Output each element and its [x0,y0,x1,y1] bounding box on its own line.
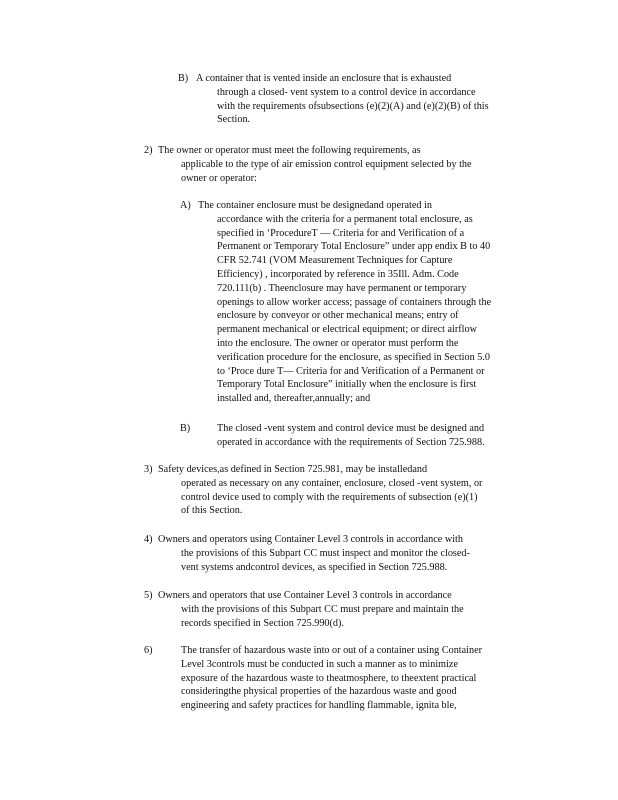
paragraph-line: through a closed- vent system to a control device in accordance [217,86,476,98]
paragraph-line: specified in ‘ProcedureT — Criteria for and Verification of a [217,227,465,239]
paragraph-line: operated as necessary on any container, enclosure, closed -vent system, or [181,477,483,489]
paragraph-2-requirements [144,144,530,185]
paragraph-line: to ‘Proce dure T— Criteria for and Verification of a Permanent or [217,365,485,377]
paragraph-first-line: The container enclosure must be designedand operated in [198,200,432,211]
paragraph-6-transfer [144,644,530,713]
paragraph-marker: A) [180,200,191,211]
paragraph-first-line: A container that is vented inside an enclosure that is exhausted [196,73,452,84]
paragraph-2b-closed-vent-system [180,422,530,450]
paragraph-line: with the requirements ofsubsections (e)(2)(A) and (e)(2)(B) of this [217,100,489,112]
paragraph-line: permanent mechanical or electrical equipment; or direct airflow [217,324,477,336]
paragraph-line: of this Section. [181,505,243,517]
paragraph-line: records specified in Section 725.990(d). [181,617,344,629]
paragraph-line: into the enclosure. The owner or operator must perform the [217,337,459,349]
paragraph-line: with the provisions of this Subpart CC must prepare and maintain the [181,603,464,615]
paragraph-line: accordance with the criteria for a permanent total enclosure, as [217,213,473,225]
paragraph-5-records [144,589,516,630]
paragraph-marker: B) [180,423,191,434]
paragraph-marker: 6) [144,645,153,656]
paragraph-line: Section. [217,114,251,126]
paragraph-line: enclosure by conveyor or other mechanical means; entry of [217,310,459,322]
paragraph-line: applicable to the type of air emission control equipment selected by the [181,158,472,170]
paragraph-marker: B) [178,73,189,84]
paragraph-first-line: The owner or operator must meet the following requirements, as [158,145,421,156]
paragraph-line: the provisions of this Subpart CC must inspect and monitor the closed- [181,547,470,559]
paragraph-first-line: Owners and operators that use Container Level 3 controls in accordance [158,590,452,601]
paragraph-4-inspect-monitor [144,533,518,574]
paragraph-line: operated in accordance with the requirements of Section 725.988. [217,436,485,448]
paragraph-line: consideringthe physical properties of the hazardous waste and good [181,686,457,698]
paragraph-line: openings to allow worker access; passage of containers through the [217,296,492,308]
paragraph-line: CFR 52.741 (VOM Measurement Techniques for Capture [217,255,453,267]
paragraph-b-vented-enclosure [178,72,540,127]
paragraph-line: installed and, thereafter,annually; and [217,393,371,405]
paragraph-line: engineering and safety practices for handling flammable, ignita ble, [181,700,457,712]
paragraph-first-line: Safety devices,as defined in Section 725.981, may be installedand [158,464,428,475]
paragraph-marker: 5) [144,590,153,601]
paragraph-2a-container-enclosure [180,199,542,406]
paragraph-line: verification procedure for the enclosure, as specified in Section 5.0 [217,351,490,363]
paragraph-line: Level 3controls must be conducted in such a manner as to minimize [181,658,458,670]
paragraph-line: owner or operator: [181,172,257,184]
paragraph-line: The transfer of hazardous waste into or out of a container using Container [181,645,482,656]
paragraph-first-line: The closed -vent system and control device must be designed and [217,423,485,434]
paragraph-line: Permanent or Temporary Total Enclosure” under app endix B to 40 [217,241,491,253]
paragraph-marker: 2) [144,145,153,156]
paragraph-line: 720.111(b) . Theenclosure may have permanent or temporary [217,282,467,294]
paragraph-line: control device used to comply with the requirements of subsection (e)(1) [181,491,478,503]
paragraph-first-line: Owners and operators using Container Level 3 controls in accordance with [158,534,463,545]
paragraph-line: exposure of the hazardous waste to theatmosphere, to theextent practical [181,672,477,684]
paragraph-3-safety-devices [144,463,536,518]
paragraph-marker: 4) [144,534,153,545]
paragraph-line: Temporary Total Enclosure” initially when the enclosure is first [217,379,477,391]
paragraph-marker: 3) [144,464,153,475]
paragraph-line: vent systems andcontrol devices, as specified in Section 725.988. [181,561,448,573]
paragraph-line: Efficiency) , incorporated by reference in 35Ill. Adm. Code [217,268,459,280]
